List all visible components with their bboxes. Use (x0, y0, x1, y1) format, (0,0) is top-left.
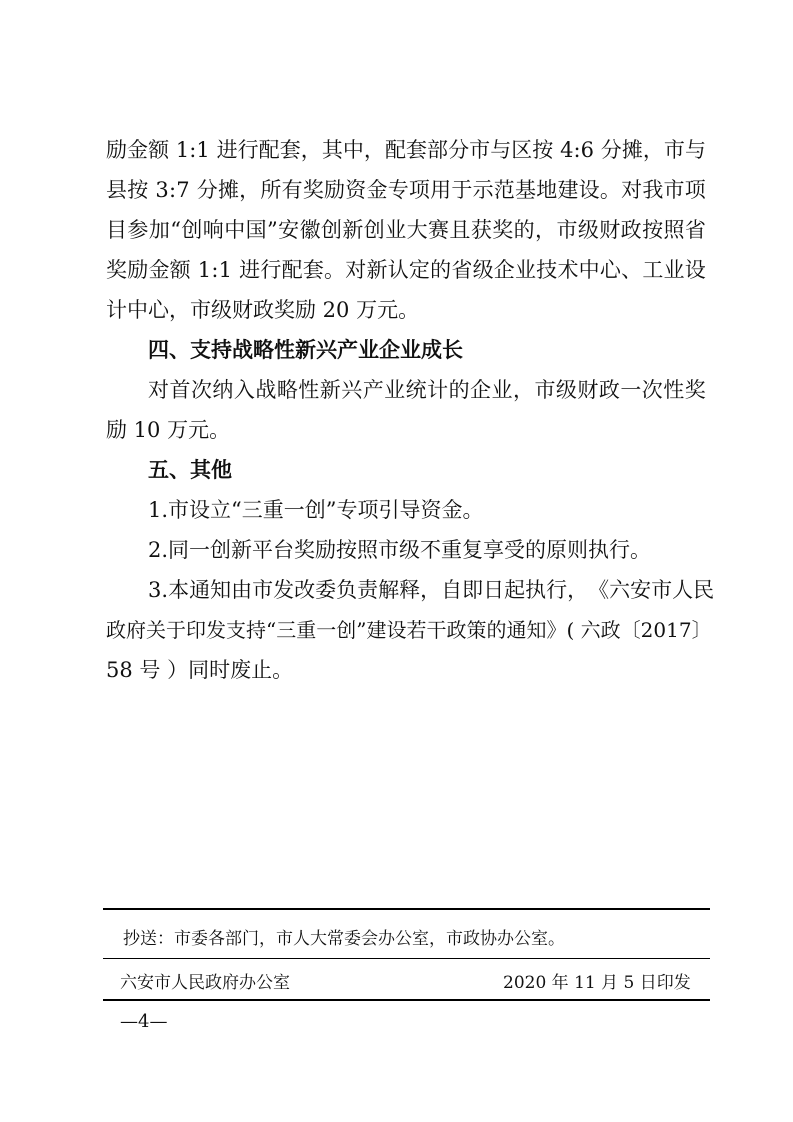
cc-line: 抄送：市委各部门，市人大常委会办公室，市政协办公室。 (123, 929, 565, 949)
section-4-line: 励 10 万元。 (106, 418, 231, 442)
body-line: 县 按 3 : 7 分 摊 ， 所 有 奖 励 资 金 专 项 用 于 示 范 基 地 建 设 。 对 我 市 项 (106, 178, 706, 202)
body-line: 目 参 加 “ 创 响 中 国 ” 安 徽 创 新 创 业 大 赛 且 获 奖 的 ， 市 级 财 政 按 照 省 (106, 218, 706, 242)
issue-date: 2020 年 11 月 5 日印发 (503, 973, 691, 993)
body-line: 计中心，市级财政奖励 20 万元。 (106, 298, 420, 322)
page-number: —4— (120, 1011, 168, 1032)
list-item-3-line: 3 . 本 通 知 由 市 发 改 委 负 责 解 释 ， 自 即 日 起 执 行 ， 《 六 安 市 人 民 (148, 578, 715, 602)
footer-rule-bottom (103, 999, 710, 1001)
section-heading-5: 五、其他 (148, 458, 232, 482)
list-item-3-line: 政 府 关 于 印 发 支 持 “ 三 重 一 创 ” 建 设 若 干 政 策 的 通 知 》 ( 六 政 〔 2 0 1 7 〕 (106, 618, 712, 642)
footer-rule-top (103, 908, 710, 910)
issuer-name: 六安市人民政府办公室 (120, 973, 290, 993)
list-item-3-line: 58 号 ）同时废止。 (106, 658, 294, 682)
section-heading-4: 四、支持战略性新兴产业企业成长 (148, 338, 463, 362)
footer-rule-middle (103, 958, 710, 959)
body-line: 奖 励 金 额 1 : 1 进 行 配 套 。 对 新 认 定 的 省 级 企 业 技 术 中 心 、 工 业 设 (106, 258, 706, 282)
section-4-line: 对 首 次 纳 入 战 略 性 新 兴 产 业 统 计 的 企 业 ， 市 级 财 政 一 次 性 奖 (148, 378, 706, 402)
list-item-2: 2.同一创新平台奖励按照市级不重复享受的原则执行。 (148, 538, 652, 562)
body-line: 励 金 额 1 : 1 进 行 配 套 ， 其 中 ， 配 套 部 分 市 与 区 按 4 : 6 分 摊 ， 市 与 (106, 138, 706, 162)
list-item-1: 1.市设立“三重一创”专项引导资金。 (148, 498, 484, 522)
